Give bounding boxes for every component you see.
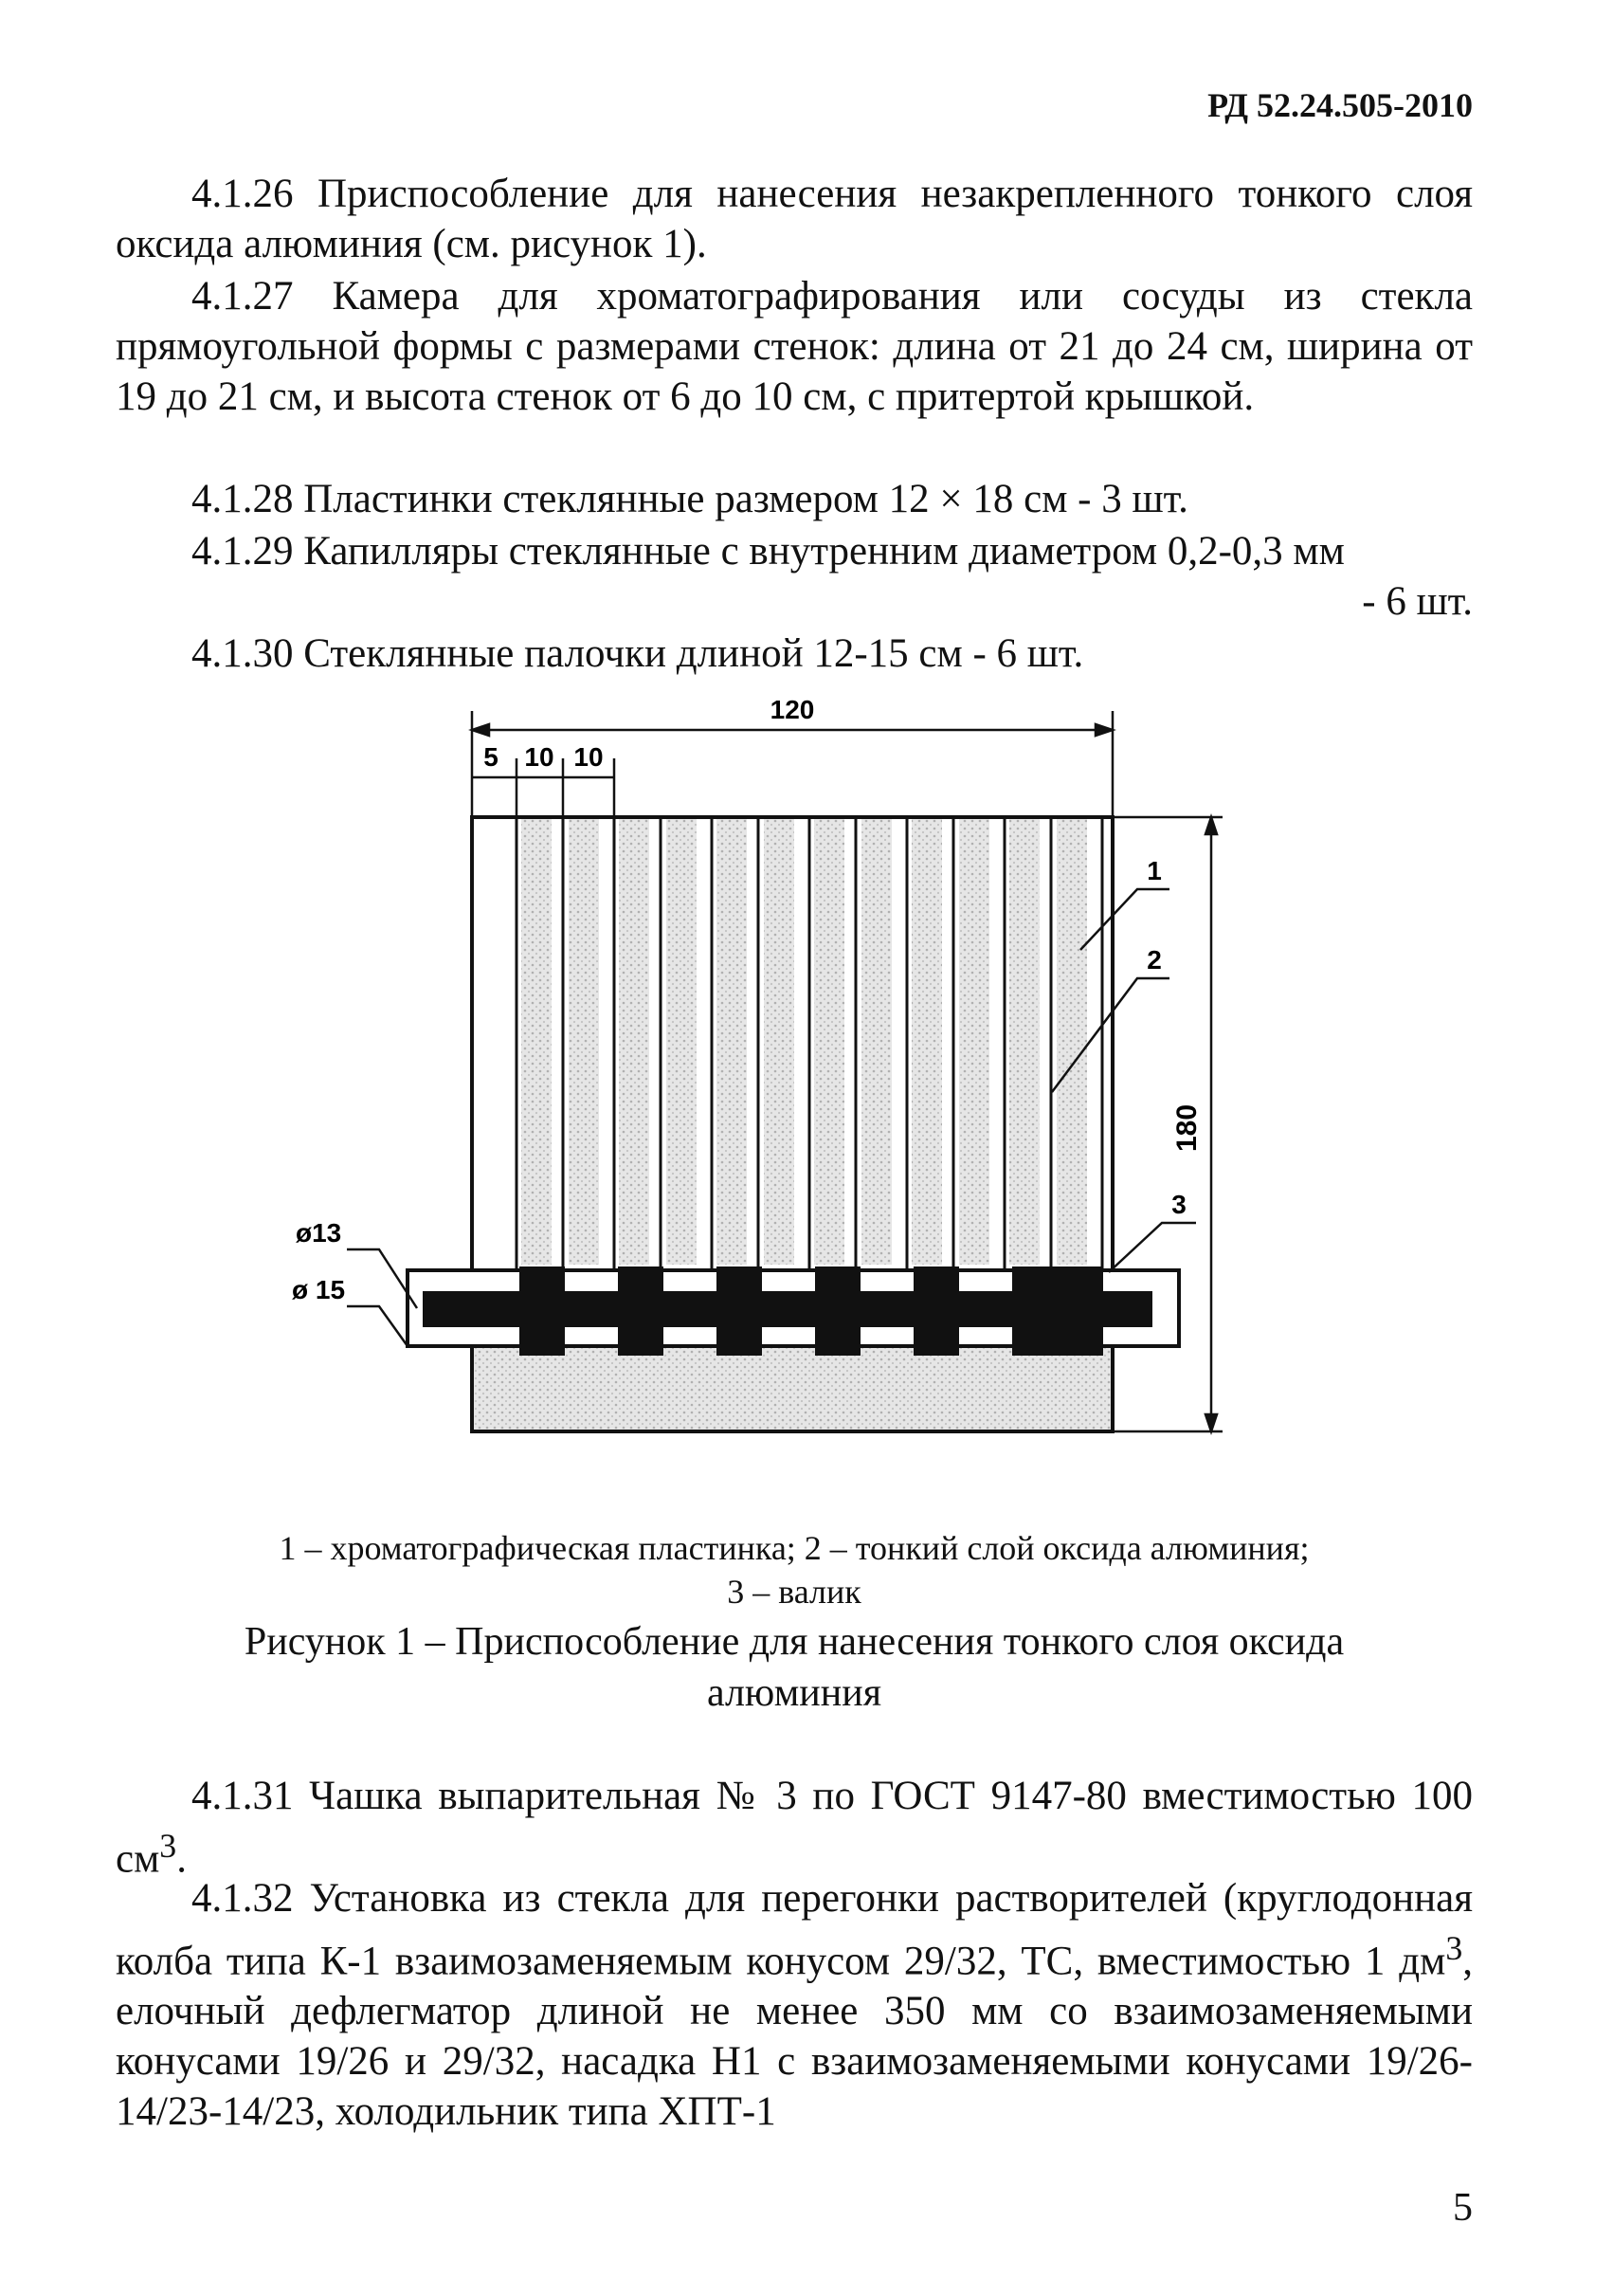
paragraph-4-1-26: 4.1.26 Приспособление для нанесения незакрепленного тонкого слоя оксида алюминия (см. рисунок 1).	[116, 172, 1473, 266]
paragraph-4-1-29: 4.1.29 Капилляры стеклянные с внутренним диаметром 0,2-0,3 мм - 6 шт.	[116, 526, 1473, 627]
figure-legend-line-1: 1 – хроматографическая пластинка; 2 – тонкий слой оксида алюминия;	[279, 1529, 1310, 1567]
callout-2: 2	[1147, 945, 1162, 975]
callout-diameter-13: ø13	[296, 1218, 342, 1248]
paragraph-4-1-32: 4.1.32 Установка из стекла для перегонки растворителей (круглодонная колба типа К-1 взаимозаменяемым конусом 29/32, ТС, вместимостью 1 $дм^3$, елочный дефлегматор длиной не менее 350 мм со взаимозаменяемыми конусами 19/26 и 29/32, насадка Н1 с взаимозаменяемыми конусами 19/26-14/23-14/23, холодильник типа ХПТ-1	[116, 1876, 1473, 2135]
paragraph-4-1-31: 4.1.31 Чашка выпарительная № 3 по ГОСТ 9147-80 вместимостью 100 $см^3$.	[116, 1774, 1473, 1882]
figure-title-line-2: алюминия	[706, 1671, 882, 1715]
dim-height: 180	[1171, 1103, 1203, 1153]
page-number: 5	[1453, 2186, 1473, 2230]
paragraph-4-1-28: 4.1.28 Пластинки стеклянные размером 12 × 18 см - 3 шт.	[191, 477, 1188, 521]
callout-3: 3	[1171, 1190, 1187, 1219]
callout-diameter-15: ø 15	[292, 1275, 346, 1304]
callout-1: 1	[1147, 856, 1162, 885]
figure-legend-line-2: 3 – валик	[727, 1573, 861, 1611]
paragraph-4-1-29-tail: - 6 шт.	[1362, 579, 1473, 624]
dim-gap-1: 5	[483, 742, 498, 772]
dim-gap-2: 10	[524, 742, 554, 772]
dim-total-width: 120	[770, 695, 815, 724]
paragraph-4-1-30: 4.1.30 Стеклянные палочки длиной 12-15 см - 6 шт.	[191, 631, 1084, 676]
dim-gap-3: 10	[573, 742, 604, 772]
paragraph-4-1-27: 4.1.27 Камера для хроматографирования или сосуды из стекла прямоугольной формы с размерами стенок: длина от 21 до 24 см, ширина от 19 до 21 см, и высота стенок от 6 до 10 см, с притертой крышкой.	[116, 274, 1473, 419]
figure-title-line-1: Рисунок 1 – Приспособление для нанесения тонкого слоя оксида	[244, 1620, 1345, 1664]
roller	[408, 1266, 1179, 1356]
document-code: РД 52.24.505-2010	[1207, 86, 1473, 124]
